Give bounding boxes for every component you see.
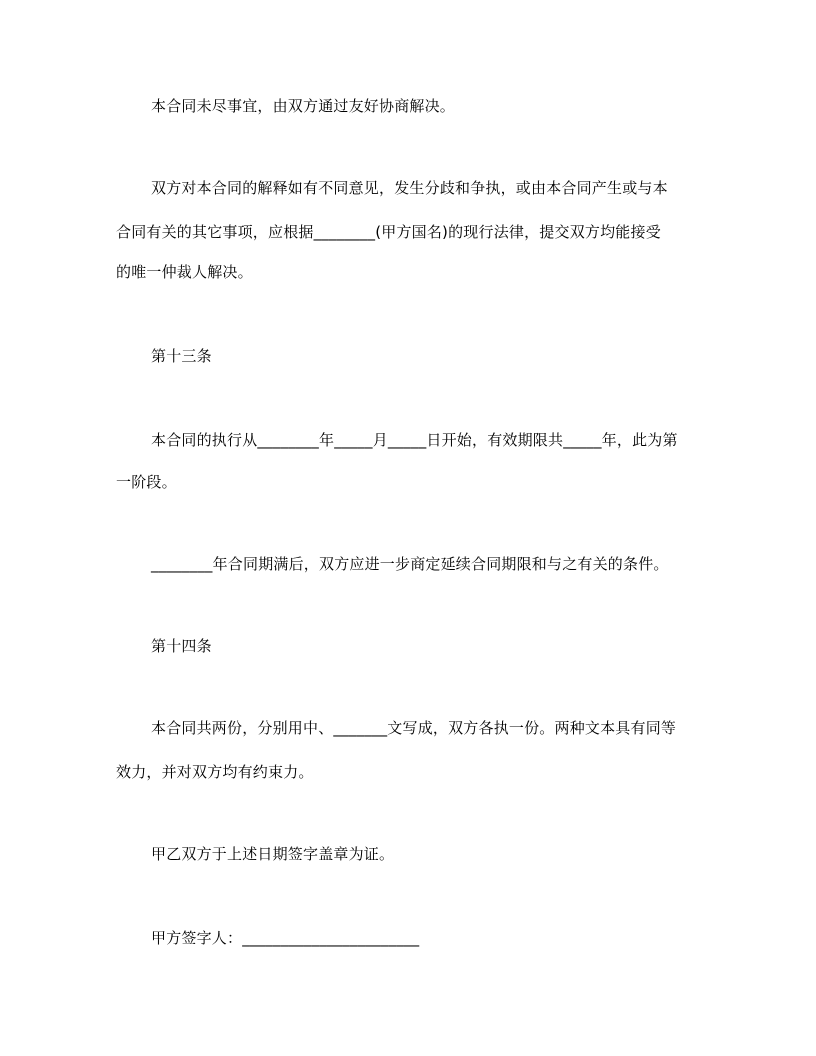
paragraph-copies-line-1: 本合同共两份，分别用中、_______文写成，双方各执一份。两种文本具有同等 (151, 719, 677, 737)
article-13-heading: 第十三条 (151, 347, 212, 365)
paragraph-witness: 甲乙双方于上述日期签字盖章为证。 (151, 845, 395, 863)
paragraph-renewal: ________年合同期满后，双方应进一步商定延续合同期限和与之有关的条件。 (151, 555, 669, 573)
paragraph-term-line-2: 一阶段。 (116, 473, 177, 491)
paragraph-dispute-line-3: 的唯一仲裁人解决。 (116, 263, 253, 281)
article-14-heading: 第十四条 (151, 637, 212, 655)
paragraph-dispute-line-1: 双方对本合同的解释如有不同意见，发生分歧和争执，或由本合同产生或与本 (151, 179, 668, 197)
paragraph-term-line-1: 本合同的执行从________年_____月_____日开始，有效期限共_____年，此为第 (151, 431, 678, 449)
paragraph-copies-line-2: 效力，并对双方均有约束力。 (116, 763, 314, 781)
paragraph-unresolved-matters: 本合同未尽事宜，由双方通过友好协商解决。 (151, 97, 456, 115)
paragraph-dispute-line-2: 合同有关的其它事项，应根据________(甲方国名)的现行法律，提交双方均能接受 (116, 223, 661, 241)
party-a-signatory: 甲方签字人：_______________________ (151, 929, 420, 947)
